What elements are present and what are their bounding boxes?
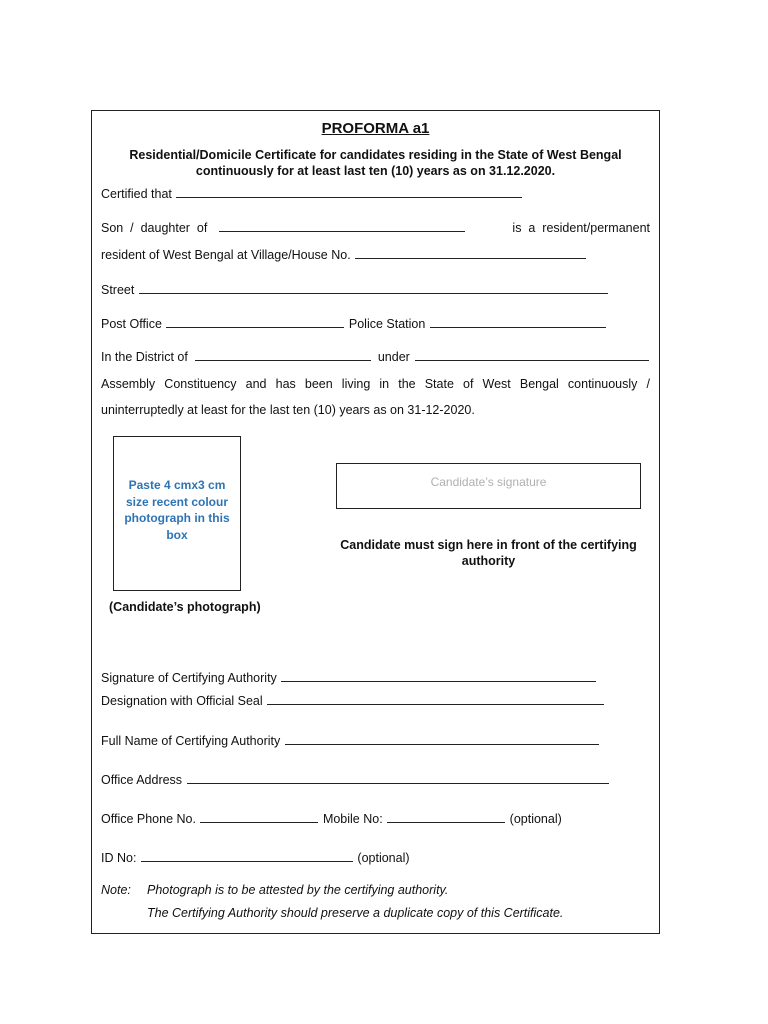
is-resident-label: is a resident/permanent <box>512 221 650 235</box>
police-station-label: Police Station <box>348 317 426 331</box>
mobile-label: Mobile No: <box>322 812 383 826</box>
note-line-2: The Certifying Authority should preserve a duplicate copy of this Certificate. <box>147 906 564 920</box>
certified-that-label: Certified that <box>101 187 172 201</box>
street-row <box>101 283 609 297</box>
office-phone-blank[interactable] <box>200 821 318 823</box>
certified-that-blank[interactable] <box>176 196 522 198</box>
certificate-form <box>91 110 660 934</box>
signature-instruction: Candidate must sign here in front of the certifying authority <box>340 538 637 568</box>
under-blank[interactable] <box>415 359 649 361</box>
assembly-line: Assembly Constituency and has been living in the State of West Bengal continuously / <box>101 377 650 391</box>
photo-box[interactable] <box>113 436 241 591</box>
id-row <box>101 851 410 865</box>
mobile-optional: (optional) <box>509 812 562 826</box>
full-name-label: Full Name of Certifying Authority <box>101 734 281 748</box>
certified-that-row <box>101 187 523 201</box>
full-name-row <box>101 734 600 748</box>
signature-placeholder: Candidate’s signature <box>430 475 547 489</box>
office-address-blank[interactable] <box>187 782 609 784</box>
district-label: In the District of <box>101 350 188 364</box>
post-office-blank[interactable] <box>166 326 344 328</box>
district-row <box>101 350 650 364</box>
authority-signature-label: Signature of Certifying Authority <box>101 671 277 685</box>
phone-row <box>101 812 562 826</box>
mobile-blank[interactable] <box>387 821 505 823</box>
village-row <box>101 248 587 262</box>
office-address-label: Office Address <box>101 773 183 787</box>
parent-name-blank[interactable] <box>219 230 465 232</box>
id-optional: (optional) <box>357 851 410 865</box>
designation-row <box>101 694 605 708</box>
note-label: Note: <box>101 883 131 897</box>
note-line-1: Photograph is to be attested by the certifying authority. <box>147 883 449 897</box>
post-office-row <box>101 317 607 331</box>
id-label: ID No: <box>101 851 137 865</box>
designation-blank[interactable] <box>267 703 604 705</box>
police-station-blank[interactable] <box>430 326 606 328</box>
post-office-label: Post Office <box>101 317 162 331</box>
authority-signature-blank[interactable] <box>281 680 596 682</box>
son-daughter-label: Son / daughter of <box>101 221 208 235</box>
office-phone-label: Office Phone No. <box>101 812 196 826</box>
authority-signature-row <box>101 671 597 685</box>
son-daughter-row <box>101 221 650 235</box>
photo-caption: (Candidate’s photograph) <box>109 600 261 614</box>
full-name-blank[interactable] <box>285 743 599 745</box>
photo-box-text: Paste 4 cmx3 cm size recent colour photograph in this box <box>124 478 230 542</box>
uninterrupted-line: uninterruptedly at least for the last ten (10) years as on 31-12-2020. <box>101 403 475 417</box>
signature-box[interactable] <box>336 463 641 509</box>
village-blank[interactable] <box>355 257 586 259</box>
district-blank[interactable] <box>195 359 371 361</box>
village-label: resident of West Bengal at Village/House No. <box>101 248 351 262</box>
form-subtitle: Residential/Domicile Certificate for candidates residing in the State of West Bengal continuously for at least last ten (10) years as on 31.12.2020. <box>129 148 622 178</box>
under-label: under <box>377 350 410 364</box>
street-blank[interactable] <box>139 292 608 294</box>
office-address-row <box>101 773 610 787</box>
form-title: PROFORMA a1 <box>321 120 430 137</box>
id-blank[interactable] <box>141 860 353 862</box>
designation-label: Designation with Official Seal <box>101 694 263 708</box>
street-label: Street <box>101 283 135 297</box>
